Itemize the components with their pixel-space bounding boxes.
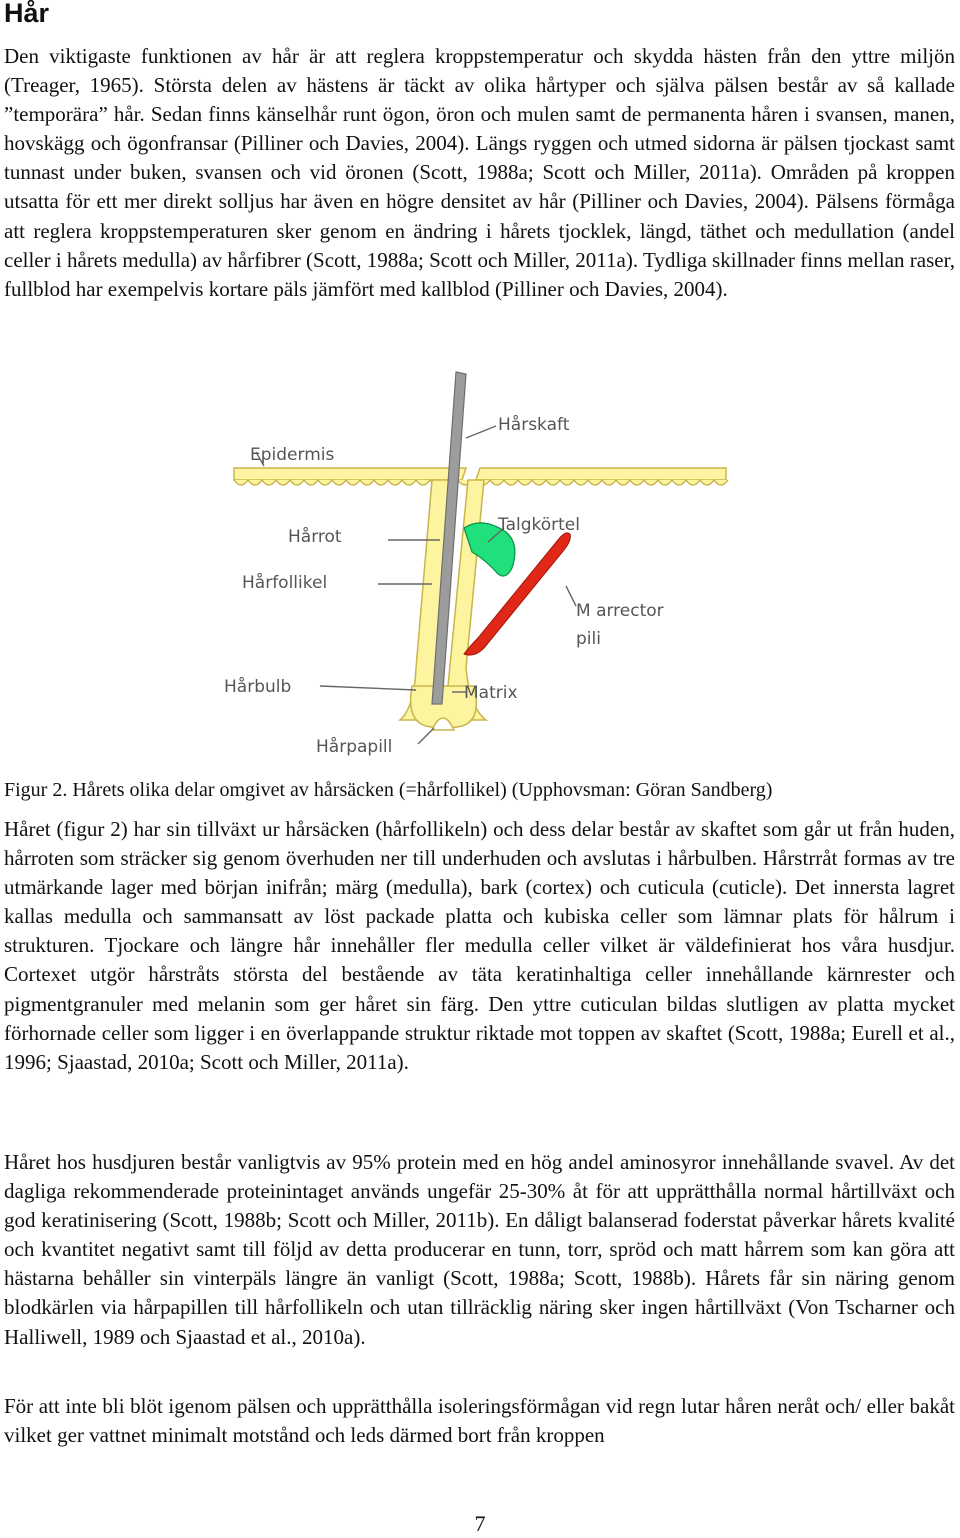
label-epidermis: Epidermis: [250, 445, 335, 465]
label-harpapill: Hårpapill: [316, 737, 393, 757]
figure-caption: Figur 2. Hårets olika delar omgivet av hårsäcken (=hårfollikel) (Upphovsman: Göran Sandberg): [4, 779, 773, 801]
hair-diagram: [220, 368, 740, 760]
label-talgkortel: Talgkörtel: [498, 515, 580, 535]
paragraph-structure: Håret (figur 2) har sin tillväxt ur hårsäcken (hårfollikeln) och dess delar består av skaftet som går ut från huden, hårroten som sträcker sig genom överhuden ner till underhuden och avslutas i hårbulben. Hårstrråt formas av tre utmärkande lager med början inifrån; märg (medulla), bark (cortex) och cuticula (cuticle). Det innersta lagret kallas medulla och sammansatt av löst packade platta och kubiska celler som lämnar plats för hålrum i strukturen. Tjockare och längre hår innehåller fler medulla celler vilket är väldefinierat hos våra husdjur. Cortexet utgör hårstråts största del bestående av täta keratinhaltiga celler innehållande kärnrester och pigmentgranuler med melanin som ger håret sin färg. Den yttre cuticulan bildas slutligen av platta mycket förhornade celler som ligger i en överlappande struktur riktade mot toppen av skaftet (Scott, 1988a; Eurell et al., 1996; Sjaastad, 2010a; Scott och Miller, 2011a).: [4, 817, 955, 1074]
section-heading: Hår: [4, 0, 50, 28]
label-m-arrector: M arrector: [576, 601, 664, 621]
label-harfollikel: Hårfollikel: [242, 573, 328, 593]
label-harskaft: Hårskaft: [498, 415, 570, 435]
paragraph-intro: Den viktigaste funktionen av hår är att reglera kroppstemperatur och skydda hästen från den yttre miljön (Treager, 1965). Största delen av hästens är täckt av olika hårtyper och själva pälsen består av så kallade ”temporära” hår. Sedan finns känselhår runt ögon, öron och mulen samt de permanenta håren i svansen, manen, hovskägg och ögonfransar (Pilliner och Davies, 2004). Längs ryggen och utmed sidorna är pälsen tjockast samt tunnast under buken, svansen och vid öronen (Scott, 1988a; Scott och Miller, 2011a). Områden på kroppen utsatta för ett mer direkt solljus har även en högre densitet av hår (Pilliner och Davies, 2004). Pälsens förmåga att reglera kroppstemperaturen sker genom en ändring i hårets tjocklek, längd, täthet och medullation (andel celler i hårets medulla) av hårfibrer (Scott, 1988a; Scott och Miller, 2011a). Tydliga skillnader finns mellan raser, fullblod har exempelvis kortare päls jämfört med kallblod (Pilliner och Davies, 2004).: [4, 44, 955, 301]
epidermis-layer: [234, 468, 726, 480]
label-pili: pili: [576, 629, 601, 649]
paragraph-protein: Håret hos husdjuren består vanligtvis av 95% protein med en hög andel aminosyror innehållande svavel. Av det dagliga rekommenderade proteinintaget används ungefär 25-30% åt för att upprätthålla normal hårtillväxt och god keratinisering (Scott, 1988b; Scott och Miller, 2011b). En dåligt balanserad foderstat påverkar hårets kvalité och kvantitet negativt samt till följd av detta producerar en tunn, torr, spröd och matt hårrem som kan göra att hästarna behåller sin vinterpäls längre än vanligt (Scott, 1988a; Scott, 1988b). Hårets får sin näring genom blodkärlen via hårpapillen till hårfollikeln och utan tillräcklig näring sker ingen hårtillväxt (Von Tscharner och Halliwell, 1989 och Sjaastad et al., 2010a).: [4, 1150, 955, 1349]
hair-anatomy-figure: [220, 368, 740, 760]
label-harrot: Hårrot: [288, 527, 342, 547]
label-harbulb: Hårbulb: [224, 677, 292, 697]
page-number: 7: [474, 1511, 486, 1536]
paragraph-rain: För att inte bli blöt igenom pälsen och upprätthålla isoleringsförmågan vid regn lutar håren neråt och/ eller bakåt vilket ger vattnet minimalt motstånd och leds därmed bort från kroppen: [4, 1394, 955, 1448]
label-matrix: Matrix: [464, 683, 518, 703]
